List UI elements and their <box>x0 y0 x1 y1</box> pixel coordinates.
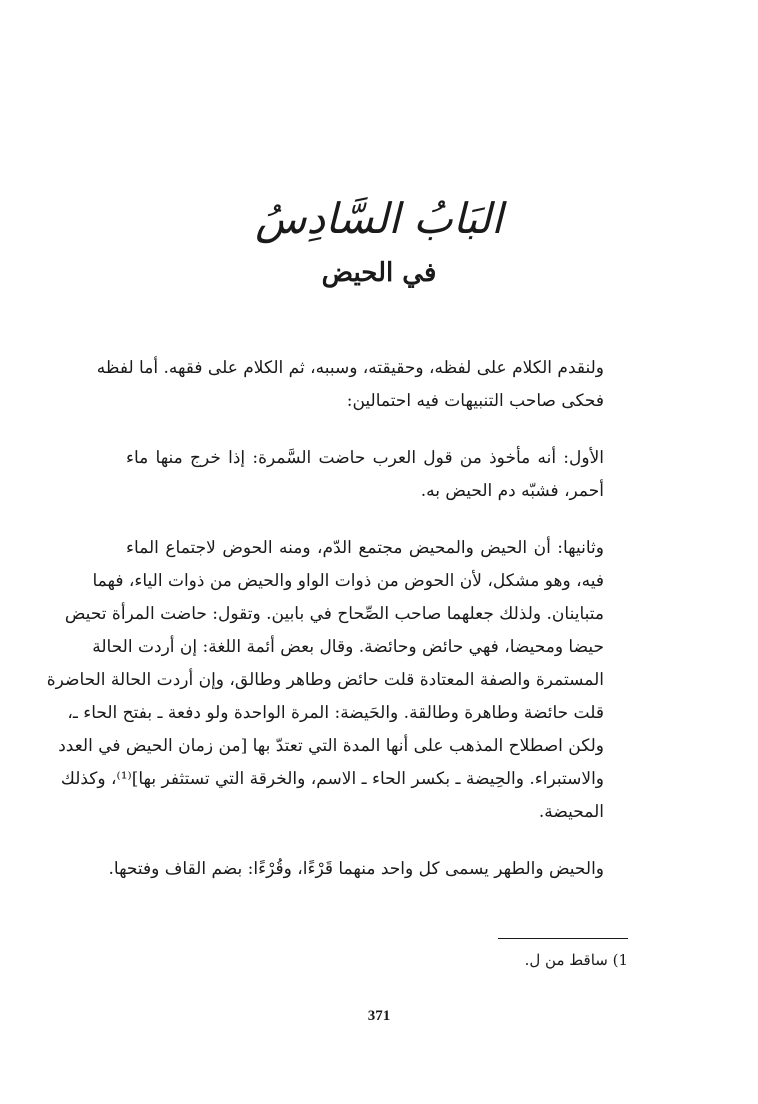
body-text <box>46 352 628 910</box>
text-line: المستمرة والصفة المعتادة قلت حائض وطاهر وطالق، وإن أردت الحالة الحاضرة <box>46 670 604 690</box>
paragraph-intro <box>96 352 628 418</box>
paragraph-qur <box>108 853 628 886</box>
text-line: ولكن اصطلاح المذهب على أنها المدة التي تعتدّ بها [من زمان الحيض في العدد <box>58 736 604 756</box>
text-line: المحيضة. <box>538 802 604 822</box>
text-line: والاستبراء. والحِيضة ـ بكسر الحاء ـ الاسم، والخرقة التي تستثفر بها]⁽¹⁾، وكذلك <box>60 769 604 789</box>
chapter-title: البَابُ السَّادِسُ <box>255 194 503 243</box>
text-line: متباينان. ولذلك جعلهما صاحب الصِّحاح في بابين. وتقول: حاضت المرأة تحيض <box>64 604 604 624</box>
text-line: والحيض والطهر يسمى كل واحد منهما قَرْءًا، وقُرْءًا: بضم القاف وفتحها. <box>108 859 604 879</box>
text-line: الأول: أنه مأخوذ من قول العرب حاضت السَّمرة: إذا خرج منها ماء <box>126 448 604 468</box>
text-line: حيضا ومحيضا، فهي حائض وحائضة. وقال بعض أئمة اللغة: إن أردت الحالة <box>92 637 604 657</box>
paragraph-first-meaning <box>126 442 628 508</box>
text-line: فيه، وهو مشكل، لأن الحوض من ذوات الواو والحيض من ذوات الياء، فهما <box>92 571 604 591</box>
paragraph-second-meaning <box>46 532 628 829</box>
text-line: فحكى صاحب التنبيهات فيه احتمالين: <box>346 391 604 411</box>
footnote: 1) ساقط من ل. <box>524 951 628 969</box>
text-line: أحمر، فشبّه دم الحيض به. <box>420 481 604 501</box>
text-line: وثانيها: أن الحيض والمحيض مجتمع الدّم، ومنه الحوض لاجتماع الماء <box>126 538 604 558</box>
chapter-subtitle: في الحيض <box>321 258 437 288</box>
footnote-divider <box>498 938 628 939</box>
page-number: 371 <box>367 1008 391 1024</box>
text-line: قلت حائضة وطاهرة وطالقة. والحَيضة: المرة الواحدة ولو دفعة ـ بفتح الحاء ـ، <box>67 703 604 723</box>
text-line: ولنقدم الكلام على لفظه، وحقيقته، وسببه، ثم الكلام على فقهه. أما لفظه <box>96 358 604 378</box>
